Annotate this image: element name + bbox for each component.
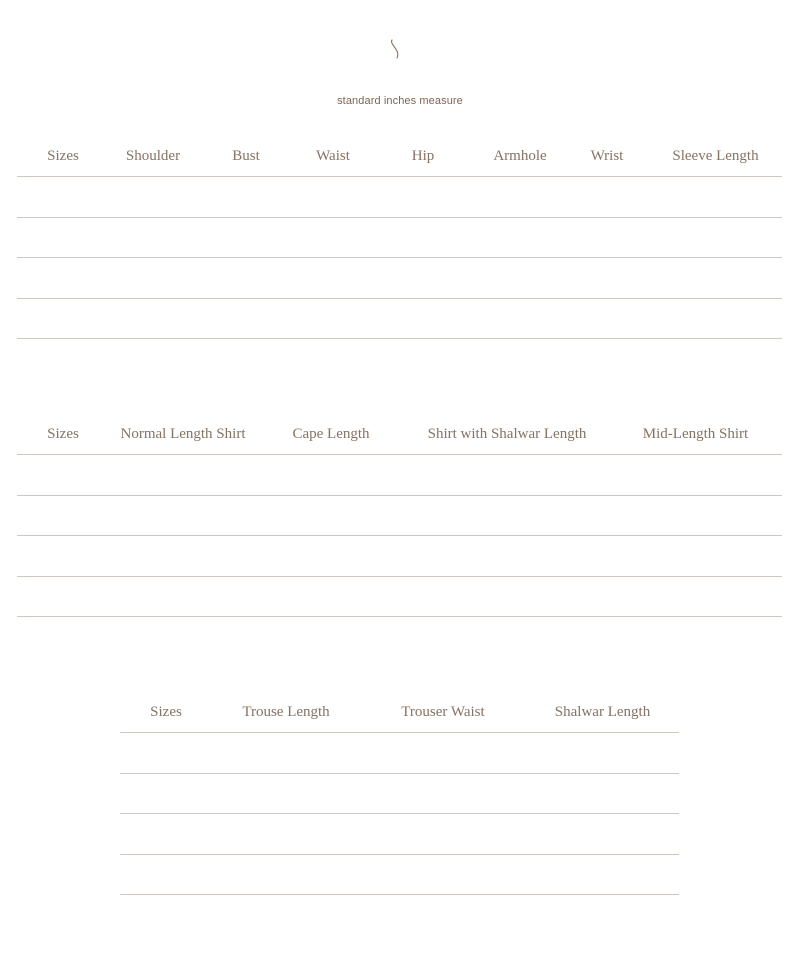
column-header: Armhole xyxy=(475,136,565,177)
table-header-row xyxy=(120,692,679,733)
table-cell xyxy=(649,298,782,339)
column-header: Wrist xyxy=(565,136,649,177)
table-cell xyxy=(120,733,212,774)
table-cell xyxy=(371,298,475,339)
table-cell xyxy=(371,177,475,218)
table-cell xyxy=(649,258,782,299)
table-cell xyxy=(609,576,782,617)
table-cell xyxy=(405,536,609,577)
table-cell xyxy=(526,773,679,814)
table-row xyxy=(17,455,782,496)
table-cell xyxy=(565,177,649,218)
column-header: Normal Length Shirt xyxy=(109,414,257,455)
column-header: Trouser Waist xyxy=(360,692,526,733)
table-cell xyxy=(257,536,405,577)
table-cell xyxy=(526,733,679,774)
table-cell xyxy=(405,495,609,536)
table-cell xyxy=(475,298,565,339)
table-cell xyxy=(17,576,109,617)
table-cell xyxy=(475,177,565,218)
table-cell xyxy=(120,773,212,814)
table-cell xyxy=(360,814,526,855)
table-cell xyxy=(17,177,109,218)
shirt-length-measurements-table xyxy=(17,414,782,617)
table-cell xyxy=(17,258,109,299)
table-cell xyxy=(360,854,526,895)
table-row xyxy=(17,258,782,299)
table-cell xyxy=(197,298,295,339)
column-header: Sizes xyxy=(17,414,109,455)
column-header: Trouse Length xyxy=(212,692,360,733)
table-cell xyxy=(109,536,257,577)
table-cell xyxy=(371,258,475,299)
table-cell xyxy=(609,495,782,536)
table-cell xyxy=(212,773,360,814)
table-cell xyxy=(109,298,197,339)
table-cell xyxy=(197,217,295,258)
table-cell xyxy=(120,814,212,855)
column-header: Sleeve Length xyxy=(649,136,782,177)
table-row xyxy=(17,576,782,617)
column-header: Sizes xyxy=(17,136,109,177)
column-header: Shirt with Shalwar Length xyxy=(405,414,609,455)
table-cell xyxy=(295,217,371,258)
table-cell xyxy=(295,177,371,218)
table-cell xyxy=(212,814,360,855)
table-cell xyxy=(257,576,405,617)
table-cell xyxy=(109,258,197,299)
table-cell xyxy=(526,854,679,895)
table-cell xyxy=(475,217,565,258)
upper-body-measurements-table xyxy=(17,136,782,339)
table-cell xyxy=(295,298,371,339)
table-cell xyxy=(565,217,649,258)
table-cell xyxy=(17,298,109,339)
column-header: Shalwar Length xyxy=(526,692,679,733)
table-header-row xyxy=(17,136,782,177)
table-cell xyxy=(526,814,679,855)
table-cell xyxy=(371,217,475,258)
table-cell xyxy=(17,495,109,536)
table-row xyxy=(120,773,679,814)
table-cell xyxy=(649,177,782,218)
table-row xyxy=(17,495,782,536)
table-cell xyxy=(17,217,109,258)
table-cell xyxy=(17,536,109,577)
table-cell xyxy=(565,298,649,339)
table-row xyxy=(17,536,782,577)
column-header: Shoulder xyxy=(109,136,197,177)
table-header-row xyxy=(17,414,782,455)
column-header: Cape Length xyxy=(257,414,405,455)
table-cell xyxy=(17,455,109,496)
table-cell xyxy=(109,455,257,496)
swirl-logo-icon xyxy=(388,38,406,60)
table-row xyxy=(17,177,782,218)
trouser-measurements-table xyxy=(120,692,679,895)
column-header: Mid-Length Shirt xyxy=(609,414,782,455)
table-cell xyxy=(609,455,782,496)
column-header: Bust xyxy=(197,136,295,177)
table-row xyxy=(120,733,679,774)
table-row xyxy=(120,854,679,895)
table-cell xyxy=(109,177,197,218)
table-cell xyxy=(257,495,405,536)
table-cell xyxy=(405,455,609,496)
table-row xyxy=(17,298,782,339)
table-cell xyxy=(212,733,360,774)
column-header: Sizes xyxy=(120,692,212,733)
table-cell xyxy=(257,455,405,496)
table-cell xyxy=(565,258,649,299)
table-cell xyxy=(212,854,360,895)
page-subtitle: standard inches measure xyxy=(337,95,463,107)
table-cell xyxy=(295,258,371,299)
table-cell xyxy=(109,217,197,258)
table-cell xyxy=(475,258,565,299)
table-row xyxy=(17,217,782,258)
table-cell xyxy=(109,495,257,536)
table-cell xyxy=(360,773,526,814)
table-row xyxy=(120,814,679,855)
table-cell xyxy=(360,733,526,774)
table-cell xyxy=(649,217,782,258)
table-cell xyxy=(405,576,609,617)
column-header: Waist xyxy=(295,136,371,177)
column-header: Hip xyxy=(371,136,475,177)
table-cell xyxy=(197,258,295,299)
table-cell xyxy=(109,576,257,617)
table-cell xyxy=(609,536,782,577)
table-cell xyxy=(120,854,212,895)
table-cell xyxy=(197,177,295,218)
logo-mark xyxy=(388,38,406,60)
